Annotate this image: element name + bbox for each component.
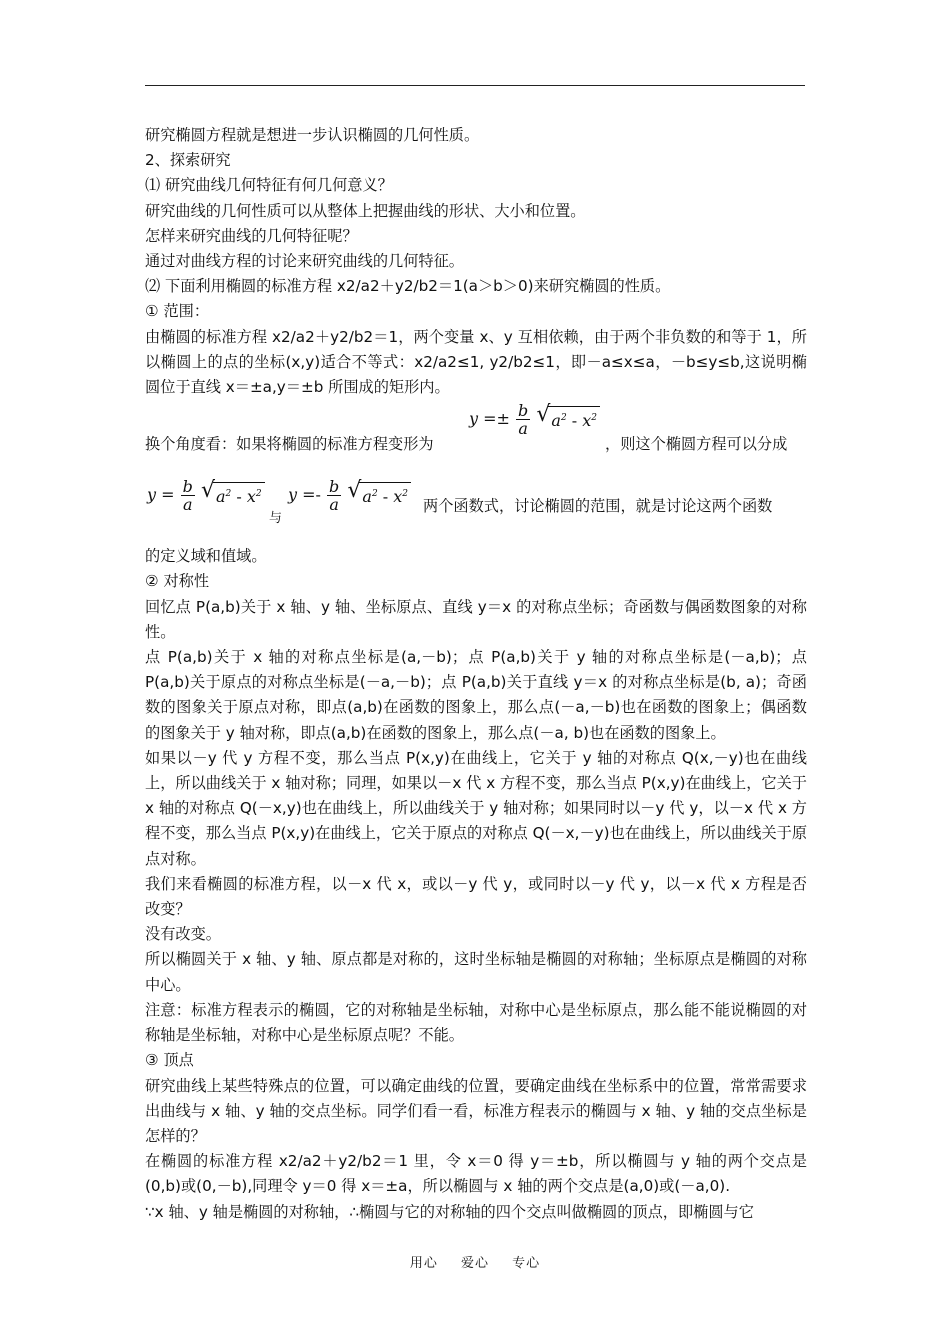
paragraph: 回忆点 P(a,b)关于 x 轴、y 轴、坐标原点、直线 y＝x 的对称点坐标；奇函数与偶函数图象的对称性。 <box>145 597 807 641</box>
fraction-b-over-a: $\frac{b}{a}$ <box>518 401 529 439</box>
paragraph: 没有改变。 <box>145 925 221 944</box>
paragraph: 通过对曲线方程的讨论来研究曲线的几何特征。 <box>145 252 464 271</box>
equation-connector: 与 <box>269 511 283 527</box>
equation-text-after: ，则这个椭圆方程可以分成 <box>605 435 788 454</box>
paragraph: 怎样来研究曲线的几何特征呢？ <box>145 226 358 245</box>
paragraph: 在椭圆的标准方程 x2/a2＋y2/b2＝1 里，令 x＝0 得 y＝±b，所以椭圆与 y 轴的两个交点是(0,b)或(0,－b),同理令 y＝0 得 x＝±a，所以椭圆与 x 轴的两个交点是(a,0)或(－a,0). <box>145 1152 807 1196</box>
formula-y-positive: y = $\frac{b}{a}$ √ $a^2 - x^2$ <box>147 478 265 513</box>
page-footer: 用心 爱心 专心 <box>409 1256 541 1271</box>
formula-y-negative: y =- $\frac{b}{a}$ √ $a^2 - x^2$ <box>288 478 411 513</box>
square-root: √ $a^2 - x^2$ <box>347 482 411 509</box>
square-root: √ $a^2 - x^2$ <box>201 482 265 509</box>
document-body <box>145 123 807 1225</box>
section-heading: 2、探索研究 <box>145 151 231 170</box>
paragraph: ⑴ 研究曲线几何特征有何几何意义？ <box>145 176 393 195</box>
square-root: √ $a^2 - x^2$ <box>536 406 600 433</box>
paragraph: 所以椭圆关于 x 轴、y 轴、原点都是对称的，这时坐标轴是椭圆的对称轴；坐标原点是椭圆的对称中心。 <box>145 950 807 994</box>
paragraph: ∵x 轴、y 轴是椭圆的对称轴，∴椭圆与它的对称轴的四个交点叫做椭圆的顶点，即椭圆与它 <box>145 1202 754 1221</box>
paragraph: 研究曲线上某些特殊点的位置，可以确定曲线的位置，要确定曲线在坐标系中的位置，常常需要求出曲线与 x 轴、y 轴的交点坐标。同学们看一看，标准方程表示的椭圆与 x 轴、y 轴的交点坐标是怎样的？ <box>145 1076 807 1145</box>
paragraph: 研究椭圆方程就是想进一步认识椭圆的几何性质。 <box>145 126 480 144</box>
paragraph: 我们来看椭圆的标准方程，以－x 代 x，或以－y 代 y，或同时以－y 代 y，以－x 代 x 方程是否改变？ <box>145 874 807 919</box>
equation-line-2 <box>145 472 807 544</box>
equation-line-1 <box>145 400 807 462</box>
radical-icon: √ <box>347 478 362 504</box>
fraction-b-over-a: $\frac{b}{a}$ <box>182 477 193 515</box>
paragraph: 由椭圆的标准方程 x2/a2＋y2/b2＝1，两个变量 x、y 互相依赖，由于两个非负数的和等于 1，所以椭圆上的点的坐标(x,y)适合不等式：x2/a2≤1, y2/b2≤1，即－a≤x≤a，－b≤y≤b,这说明椭圆位于直线 x＝±a,y＝±b 所围成的矩形内。 <box>145 327 807 397</box>
paragraph: ⑵ 下面利用椭圆的标准方程 x2/a2＋y2/b2＝1(a＞b＞0)来研究椭圆的性质。 <box>145 277 671 296</box>
paragraph: 如果以－y 代 y 方程不变，那么当点 P(x,y)在曲线上，它关于 y 轴的对称点 Q(x,－y)也在曲线上，所以曲线关于 x 轴对称；同理，如果以－x 代 x 方程不变，那么当点 P(x,y)在曲线上，它关于 x 轴的对称点 Q(－x,y)也在曲线上，所以曲线关于 y 轴对称；如果同时以－y 代 y，以－x 代 x 方程不变，那么当点 P(x,y)在曲线上，它关于原点的对称点 Q(－x,－y)也在曲线上，所以曲线关于原点对称。 <box>145 748 808 868</box>
paragraph: 研究曲线的几何性质可以从整体上把握曲线的形状、大小和位置。 <box>145 201 586 220</box>
header-rule <box>145 85 805 86</box>
paragraph: 点 P(a,b)关于 x 轴的对称点坐标是(a,－b)；点 P(a,b)关于 y 轴的对称点坐标是(－a,b)；点 P(a,b)关于原点的对称点坐标是(－a,－b)；点 P(a,b)关于直线 y＝x 的对称点坐标是(b, a)；奇函数的图象关于原点对称，即点(a,b)在函数的图象上，那么点(－a,－b)也在函数的图象上；偶函数的图象关于 y 轴对称，即点(a,b)在函数的图象上，那么点(－a, b)也在函数的图象上。 <box>145 648 807 742</box>
paragraph: 的定义域和值域。 <box>145 547 267 566</box>
radical-icon: √ <box>200 478 216 504</box>
equation-text-before: 换个角度看：如果将椭圆的标准方程变形为 <box>145 435 434 454</box>
formula-y-pm: y =± $\frac{b}{a}$ √ $a^2 - x^2$ <box>469 402 600 437</box>
subsection-heading: ② 对称性 <box>145 572 210 591</box>
radical-icon: √ <box>536 402 551 428</box>
subsection-heading: ① 范围： <box>145 302 210 321</box>
paragraph: 注意：标准方程表示的椭圆，它的对称轴是坐标轴，对称中心是坐标原点，那么能不能说椭圆的对称轴是坐标轴，对称中心是坐标原点呢？不能。 <box>145 1000 807 1045</box>
subsection-heading: ③ 顶点 <box>145 1051 194 1070</box>
equation-text-after: 两个函数式，讨论椭圆的范围，就是讨论这两个函数 <box>423 497 773 516</box>
fraction-b-over-a: $\frac{b}{a}$ <box>329 477 340 515</box>
